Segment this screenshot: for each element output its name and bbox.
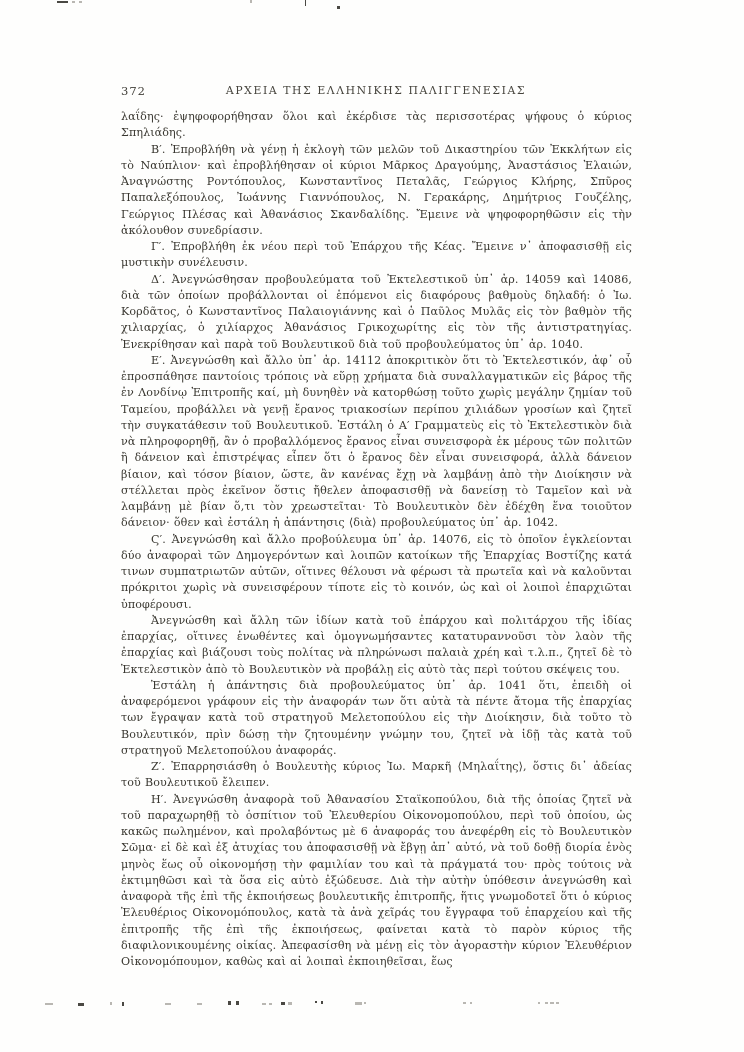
scan-artifact: [321, 1001, 323, 1004]
paragraph: Δ′. Ἀνεγνώσθησαν προβουλεύματα τοῦ Ἐκτελεστικοῦ ὑπ᾽ ἀρ. 14059 καὶ 14086, διὰ τῶν ὁποίων προβάλλονται οἱ ἑπόμενοι εἰς διαφόρους βαθμοὺς δηλαδή: ὁ Ἰω. Κορδᾶτος, ὁ Κωνσταντῖνος Παλαιογιάννης καὶ ὁ Παῦλος Μυλᾶς εἰς τὸν βαθμὸν τῆς χιλιαρχίας, ὁ χιλίαρχος Ἀθανάσιος Γρικοχωρίτης εἰς τὸν τῆς ἀντιστρατηγίας. Ἐνεκρίθησαν καὶ παρὰ τοῦ Βουλευτικοῦ διὰ τοῦ προβουλεύματος ὑπ᾽ ἀρ. 1040.: [121, 272, 632, 351]
paragraph: Ϛ′. Ἀνεγνώσθη καὶ ἄλλο προβούλευμα ὑπ᾽ ἀρ. 14076, εἰς τὸ ὁποῖον ἐγκλείονται δύο ἀναφοραὶ τῶν Δημογερόντων καὶ λοιπῶν κατοίκων τῆς Ἐπαρχίας Βοστίζης κατά τινων συμπατριωτῶν αὐτῶν, οἵτινες θέλουσι νὰ φέρωσι τὰ πρωτεῖα καὶ νὰ καλοῦνται πρόκριτοι χωρὶς νὰ συνεισφέρουν τίποτε εἰς τὸ κοινόν, ὡς καὶ οἱ λοιποὶ ἐπαρχιῶται ὑποφέρουσι.: [121, 532, 632, 611]
page-header: [121, 84, 631, 100]
paragraph: Β′. Ἐπροβλήθη νὰ γένῃ ἡ ἐκλογὴ τῶν μελῶν τοῦ Δικαστηρίου τῶν Ἐκκλήτων εἰς τὸ Ναύπλιον· καὶ ἐπροβλήθησαν οἱ κύριοι Μᾶρκος Δραγούμης, Ἀναστάσιος Ἐλαιών, Ἀναγνώστης Ροντόπουλος, Κωνσταντῖνος Πεταλᾶς, Γεώργιος Κλήρης, Σπῦρος Παπαλεξόπουλος, Ἰωάννης Γιαννόπουλος, Ν. Γερακάρης, Δημήτριος Γουζέλης, Γεώργιος Πλέσας καὶ Ἀθανάσιος Σκανδαλίδης. Ἔμεινε νὰ ψηφοφορηθῶσιν εἰς τὴν ἀκόλουθον συνεδρίασιν.: [121, 142, 632, 237]
running-title: ΑΡΧΕΙΑ ΤΗΣ ΕΛΛΗΝΙΚΗΣ ΠΑΛΙΓΓΕΝΕΣΙΑΣ: [225, 84, 527, 97]
scan-artifact: [281, 1002, 285, 1005]
paragraph: Ἐστάλη ἡ ἀπάντησις διὰ προβουλεύματος ὑπ᾽ ἀρ. 1041 ὅτι, ἐπειδὴ οἱ ἀναφερόμενοι γράφουν εἰς τὴν ἀναφοράν των ὅτι αὐτὰ τὰ πέντε ἄτομα τῆς ἐπαρχίας των ἔγραψαν κατὰ τοῦ στρατηγοῦ Μελετοπούλου εἰς τὴν Διοίκησιν, διὰ τοῦτο τὸ Βουλευτικόν, πρὶν δώσῃ τὴν ζητουμένην γνώμην του, ζητεῖ νὰ ἰδῇ τὰς κατὰ τοῦ στρατηγοῦ Μελετοπούλου ἀναφοράς.: [121, 678, 632, 757]
scan-artifact: [315, 1001, 317, 1003]
scan-artifact: [197, 1003, 202, 1005]
scan-artifact: [78, 1003, 84, 1006]
paragraph: Ἀνεγνώσθη καὶ ἄλλη τῶν ἰδίων κατὰ τοῦ ἐπάρχου καὶ πολιτάρχου τῆς ἰδίας ἐπαρχίας, οἵτινες ἑνωθέντες καὶ ὁμογνωμήσαντες κατατυραννοῦσι τὸν λαὸν τῆς ἐπαρχίας καὶ βιάζουσι τοὺς πολίτας νὰ πληρώνωσι παλαιὰ χρέη καὶ τ.λ.π., ζητεῖ δὲ τὸ Ἐκτελεστικὸν ἀπὸ τὸ Βουλευτικὸν νὰ προβάλῃ εἰς αὐτὸ τὰς περὶ τούτου σκέψεις του.: [121, 613, 632, 676]
scan-artifact: [236, 1001, 239, 1005]
scan-artifact: [262, 1003, 266, 1005]
scan-artifact: [470, 1002, 472, 1004]
paragraph: Ε′. Ἀνεγνώσθη καὶ ἄλλο ὑπ᾽ ἀρ. 14112 ἀποκριτικὸν ὅτι τὸ Ἐκτελεστικόν, ἀφ᾽ οὗ ἐπροσπάθησε παντοίοις τρόποις νὰ εὕρῃ χρήματα διὰ συναλλαγματικῶν εἰς βάρος τῆς ἐν Λονδίνῳ Ἐπιτροπῆς καί, μὴ δυνηθὲν νὰ κατορθώσῃ τοῦτο χωρὶς μεγάλην ζημίαν τοῦ Ταμείου, προβάλλει νὰ γενῇ ἔρανος τριακοσίων περίπου χιλιάδων γροσίων καὶ ζητεῖ τὴν συγκατάθεσιν τοῦ Βουλευτικοῦ. Ἐστάλη ὁ Α′ Γραμματεὺς εἰς τὸ Ἐκτελεστικὸν διὰ νὰ πληροφορηθῇ, ἂν ὁ προβαλλόμενος ἔρανος εἶναι συνεισφορὰ ἐκ μέρους τῶν πολιτῶν ἢ δάνειον καὶ ἐπιστρέψας εἶπεν ὅτι ὁ ἔρανος δὲν εἶναι συνεισφορά, ἀλλὰ δάνειον βίαιον, καὶ τόσον βίαιον, ὥστε, ἂν κανένας ἔχῃ νὰ λαμβάνῃ ἀπὸ τὴν Διοίκησιν νὰ στέλλεται πρὸς ἐκεῖνον ὅστις ἤθελεν ἀποφασισθῇ νὰ δανείσῃ τὸ Ταμεῖον καὶ νὰ λαμβάνῃ μὲ βίαν ὅ,τι τὸν χρεωστεῖται· Τὸ Βουλευτικὸν δὲν ἐδέχθη ἕνα τοιοῦτον δάνειον· ὅθεν καὶ ἐστάλη ἡ ἀπάντησις ⟨διὰ⟩ προβουλεύματος ὑπ᾽ ἀρ. 1042.: [121, 353, 632, 530]
paragraph: Ζ′. Ἐπαρρησιάσθη ὁ Βουλευτὴς κύριος Ἰω. Μαρκῆ ⟨Μηλαΐτης⟩, ὅστις δι᾽ ἀδείας τοῦ Βουλευτικοῦ ἔλειπεν.: [121, 760, 632, 790]
body-text: [121, 109, 632, 970]
scan-artifact: [355, 1002, 362, 1005]
scan-artifact: [288, 1002, 292, 1005]
scan-artifact: [305, 0, 306, 6]
scan-artifact: [165, 1003, 171, 1005]
scan-artifact: [550, 1002, 554, 1004]
scan-artifact: [545, 1002, 548, 1004]
scan-artifact: [57, 1, 68, 3]
scan-artifact: [556, 1002, 559, 1004]
scan-artifact: [72, 1, 75, 3]
scan-artifact: [538, 1002, 540, 1004]
scan-artifact: [122, 1002, 124, 1006]
page-number: 372: [121, 84, 146, 98]
scan-artifact: [337, 6, 340, 9]
scan-artifact: [228, 1001, 231, 1005]
scan-artifact: [269, 1003, 272, 1005]
paragraph: λαΐδης· ἐψηφοφορήθησαν ὅλοι καὶ ἐκέρδισε τὰς περισσοτέρας ψήφους ὁ κύριος Σπηλιάδης.: [121, 110, 632, 140]
paragraph: Η′. Ἀνεγνώσθη ἀναφορὰ τοῦ Ἀθανασίου Σταϊκοπούλου, διὰ τῆς ὁποίας ζητεῖ νὰ τοῦ παραχωρηθῇ τὸ ὁσπίτιον τοῦ Ἐλευθερίου Οἰκονομοπούλου, περὶ τοῦ ὁποίου, ὡς κακῶς πωλημένον, καὶ προλαβόντως μὲ 6 ἀναφοράς του ἀνεφέρθη εἰς τὸ Βουλευτικὸν Σῶμα· εἰ δὲ καὶ ἐξ ἀτυχίας του ἀποφασισθῇ νὰ ἔβγῃ ἀπ᾽ αὐτό, νὰ τοῦ δοθῇ διορία ἑνὸς μηνὸς ἕως οὗ οἰκονομήσῃ τὴν φαμιλίαν του καὶ τὰ πράγματά του· πρὸς τούτοις νὰ ἐκτιμηθῶσι καὶ τὰ ὅσα εἰς αὐτὸ ἐξώδευσε. Διὰ τὴν αὐτὴν ὑπόθεσιν ἀνεγνώσθη καὶ ἀναφορὰ τῆς ἐπὶ τῆς ἐκποιήσεως βουλευτικῆς ἐπιτροπῆς, ἥτις γνωμοδοτεῖ ὅτι ὁ κύριος Ἐλευθέριος Οἰκονομόπουλος, κατὰ τὰ ἀνὰ χεῖράς του ἔγγραφα τοῦ ἐπαρχείου καὶ τῆς ἐπιτροπῆς τῆς ἐπὶ τῆς ἐκποιήσεως, φαίνεται κατὰ τὸ παρὸν κύριος τῆς διαφιλονικουμένης οἰκίας. Ἀπεφασίσθη νὰ μένῃ εἰς τὸν ἀγοραστὴν κύριον Ἐλευθέριον Οἰκονομόπουμον, καθὼς καὶ αἱ λοιπαὶ ἐκποιηθεῖσαι, ἕως: [121, 792, 632, 968]
scan-artifact: [110, 1002, 112, 1005]
paragraph: Γ′. Ἐπροβλήθη ἐκ νέου περὶ τοῦ Ἐπάρχου τῆς Κέας. Ἔμεινε ν᾽ ἀποφασισθῇ εἰς μυστικὴν συνέλευσιν.: [121, 240, 632, 270]
scan-artifact: [45, 1003, 53, 1005]
scan-artifact: [364, 1002, 366, 1004]
scan-artifact: [250, 0, 252, 3]
scan-artifact: [79, 1, 82, 3]
scan-artifact: [463, 1002, 466, 1004]
